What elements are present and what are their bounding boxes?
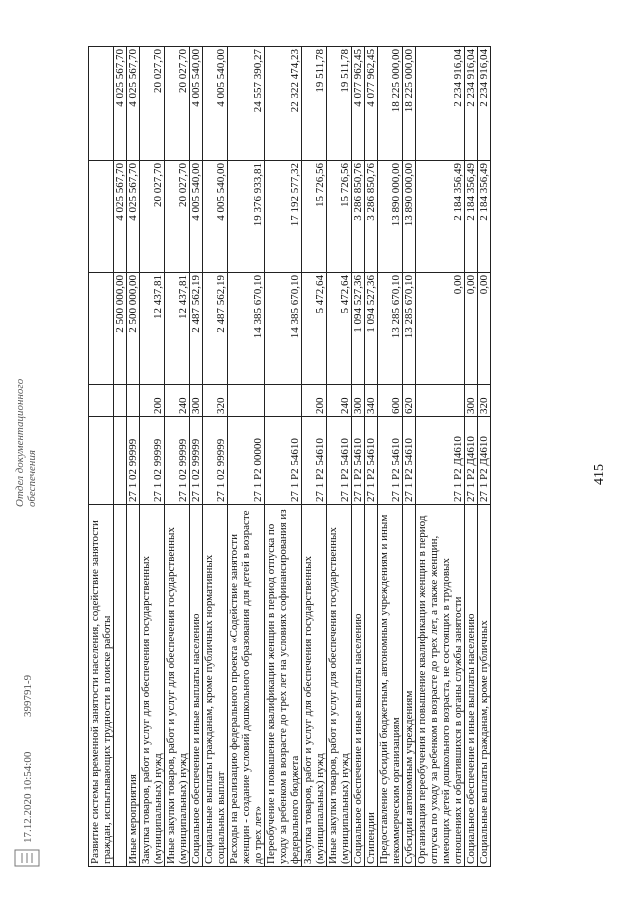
- table-row: [365, 47, 378, 867]
- row-value-2020-cell: 1 094 527,36: [352, 273, 365, 385]
- row-value-2022-cell: 18 225 000,00: [403, 47, 416, 161]
- row-vr-cell: [265, 385, 302, 417]
- row-code-cell: [89, 417, 114, 505]
- row-value-2021-cell: 15 726,56: [302, 161, 327, 273]
- row-value-2022-cell: 4 025 567,70: [114, 47, 127, 161]
- row-value-2022-cell: 4 005 540,00: [190, 47, 203, 161]
- row-value-2022-cell: 19 511,78: [327, 47, 352, 161]
- table-row: [352, 47, 365, 867]
- row-name-cell: Социальные выплаты гражданам, кроме публичных: [478, 505, 491, 867]
- table-row: [228, 47, 265, 867]
- document-stamp-icon: [14, 849, 40, 867]
- row-vr-cell: 200: [302, 385, 327, 417]
- row-value-2021-cell: 2 184 356,49: [465, 161, 478, 273]
- row-name-cell: Социальное обеспечение и иные выплаты населению: [190, 505, 203, 867]
- row-code-cell: [114, 417, 127, 505]
- row-vr-cell: 300: [352, 385, 365, 417]
- row-value-2021-cell: 20 027,70: [140, 161, 165, 273]
- budget-table: [88, 46, 491, 867]
- row-value-2022-cell: 4 005 540,00: [203, 47, 228, 161]
- footer-doc-id: 399791-9: [22, 674, 34, 717]
- row-vr-cell: [228, 385, 265, 417]
- row-vr-cell: 300: [465, 385, 478, 417]
- row-name-cell: Социальные выплаты гражданам, кроме публичных нормативных социальных выплат: [203, 505, 228, 867]
- row-name-cell: Социальное обеспечение и иные выплаты населению: [352, 505, 365, 867]
- row-value-2020-cell: [89, 273, 114, 385]
- row-value-2021-cell: 15 726,56: [327, 161, 352, 273]
- row-code-cell: 27 1 02 99999: [190, 417, 203, 505]
- table-row: [378, 47, 403, 867]
- row-name-cell: Социальное обеспечение и иные выплаты населению: [465, 505, 478, 867]
- row-value-2021-cell: 3 286 850,76: [365, 161, 378, 273]
- row-value-2020-cell: 2 487 562,19: [203, 273, 228, 385]
- row-vr-cell: 300: [190, 385, 203, 417]
- table-row: [327, 47, 352, 867]
- row-value-2022-cell: 2 234 916,04: [416, 47, 465, 161]
- row-code-cell: 27 1 P2 Д4610: [478, 417, 491, 505]
- row-value-2021-cell: 4 025 567,70: [127, 161, 140, 273]
- table-row: [165, 47, 190, 867]
- row-code-cell: 27 1 P2 54610: [365, 417, 378, 505]
- row-value-2020-cell: 2 487 562,19: [190, 273, 203, 385]
- row-code-cell: 27 1 P2 Д4610: [416, 417, 465, 505]
- row-vr-cell: 240: [165, 385, 190, 417]
- row-name-cell: Иные мероприятия: [127, 505, 140, 867]
- table-row: [265, 47, 302, 867]
- table-row: [140, 47, 165, 867]
- row-value-2020-cell: 5 472,64: [327, 273, 352, 385]
- row-code-cell: 27 1 P2 54610: [327, 417, 352, 505]
- row-value-2021-cell: 4 005 540,00: [203, 161, 228, 273]
- table-row: [478, 47, 491, 867]
- row-value-2020-cell: 14 385 670,10: [265, 273, 302, 385]
- row-code-cell: 27 1 P2 54610: [302, 417, 327, 505]
- row-value-2021-cell: 20 027,70: [165, 161, 190, 273]
- table-row: [203, 47, 228, 867]
- row-value-2021-cell: 13 890 000,00: [378, 161, 403, 273]
- row-value-2021-cell: [89, 161, 114, 273]
- row-name-cell: Переобучение и повышение квалификации женщин в период отпуска по уходу за ребенком в возрасте до трех лет на условиях софинансирования из федерального бюджета: [265, 505, 302, 867]
- row-code-cell: 27 1 P2 54610: [378, 417, 403, 505]
- row-name-cell: Закупка товаров, работ и услуг для обеспечения государственных (муниципальных) нужд: [302, 505, 327, 867]
- row-value-2022-cell: 2 234 916,04: [478, 47, 491, 161]
- row-vr-cell: 320: [478, 385, 491, 417]
- row-code-cell: 27 1 02 99999: [140, 417, 165, 505]
- row-code-cell: 27 1 02 99999: [165, 417, 190, 505]
- row-value-2020-cell: 0,00: [416, 273, 465, 385]
- row-value-2021-cell: 4 005 540,00: [190, 161, 203, 273]
- row-value-2022-cell: 19 511,78: [302, 47, 327, 161]
- table-row: [465, 47, 478, 867]
- row-code-cell: 27 1 P2 00000: [228, 417, 265, 505]
- row-value-2022-cell: 4 025 567,70: [127, 47, 140, 161]
- row-value-2022-cell: 18 225 000,00: [378, 47, 403, 161]
- row-name-cell: Субсидии автономным учреждениям: [403, 505, 416, 867]
- row-name-cell: Закупка товаров, работ и услуг для обеспечения государственных (муниципальных) нужд: [140, 505, 165, 867]
- footer-department: Отдел документационного обеспечения: [14, 378, 38, 507]
- row-value-2020-cell: 2 500 000,00: [127, 273, 140, 385]
- row-value-2021-cell: 13 890 000,00: [403, 161, 416, 273]
- table-row: [190, 47, 203, 867]
- row-value-2020-cell: 12 437,81: [140, 273, 165, 385]
- row-code-cell: 27 1 P2 54610: [352, 417, 365, 505]
- row-value-2020-cell: 13 285 670,10: [378, 273, 403, 385]
- row-value-2020-cell: 12 437,81: [165, 273, 190, 385]
- table-row: [89, 47, 114, 867]
- row-name-cell: [114, 505, 127, 867]
- row-name-cell: Стипендии: [365, 505, 378, 867]
- row-vr-cell: 600: [378, 385, 403, 417]
- row-value-2020-cell: 2 500 000,00: [114, 273, 127, 385]
- row-vr-cell: [114, 385, 127, 417]
- row-value-2022-cell: 24 557 390,27: [228, 47, 265, 161]
- row-value-2022-cell: 22 322 474,23: [265, 47, 302, 161]
- table-row: [127, 47, 140, 867]
- row-value-2022-cell: [89, 47, 114, 161]
- table-row: [403, 47, 416, 867]
- row-vr-cell: 620: [403, 385, 416, 417]
- row-value-2020-cell: 13 285 670,10: [403, 273, 416, 385]
- page-number: 415: [592, 464, 607, 485]
- row-vr-cell: 200: [140, 385, 165, 417]
- row-value-2021-cell: 19 376 933,81: [228, 161, 265, 273]
- row-vr-cell: [127, 385, 140, 417]
- row-code-cell: 27 1 P2 54610: [265, 417, 302, 505]
- row-value-2020-cell: 0,00: [478, 273, 491, 385]
- row-value-2021-cell: 17 192 577,32: [265, 161, 302, 273]
- row-value-2022-cell: 4 077 962,45: [365, 47, 378, 161]
- row-code-cell: 27 1 P2 54610: [403, 417, 416, 505]
- row-code-cell: 27 1 02 99999: [203, 417, 228, 505]
- row-name-cell: Иные закупки товаров, работ и услуг для обеспечения государственных (муниципальных) нужд: [327, 505, 352, 867]
- row-value-2022-cell: 4 077 962,45: [352, 47, 365, 161]
- row-vr-cell: [89, 385, 114, 417]
- row-code-cell: 27 1 P2 Д4610: [465, 417, 478, 505]
- row-name-cell: Предоставление субсидий бюджетным, автономным учреждениям и иным некоммерческим организациям: [378, 505, 403, 867]
- row-name-cell: Развитие системы временной занятости населения, содействие занятости граждан, испытывающих трудности в поиске работы: [89, 505, 114, 867]
- row-value-2020-cell: 0,00: [465, 273, 478, 385]
- row-vr-cell: 320: [203, 385, 228, 417]
- page-footer: [10, 47, 70, 867]
- row-value-2022-cell: 20 027,70: [165, 47, 190, 161]
- footer-datetime: 17.12.2020 10:54:00: [22, 751, 34, 843]
- row-name-cell: Организация переобучения и повышение квалификации женщин в период отпуска по уходу за ребенком в возрасте до трех лет, а также женщин, имеющих детей дошкольного возраста, не состоящих в трудовых отношениях и обратившихся в органы службы занятости: [416, 505, 465, 867]
- row-value-2020-cell: 5 472,64: [302, 273, 327, 385]
- row-value-2020-cell: 1 094 527,36: [365, 273, 378, 385]
- row-value-2021-cell: 3 286 850,76: [352, 161, 365, 273]
- table-row: [302, 47, 327, 867]
- row-value-2020-cell: 14 385 670,10: [228, 273, 265, 385]
- row-vr-cell: 340: [365, 385, 378, 417]
- table-row: [114, 47, 127, 867]
- row-name-cell: Расходы на реализацию федерального проекта «Содействие занятости женщин - создание условий дошкольного образования для детей в возрасте до трех лет»: [228, 505, 265, 867]
- row-value-2021-cell: 2 184 356,49: [478, 161, 491, 273]
- row-vr-cell: [416, 385, 465, 417]
- row-value-2021-cell: 4 025 567,70: [114, 161, 127, 273]
- row-vr-cell: 240: [327, 385, 352, 417]
- row-value-2022-cell: 2 234 916,04: [465, 47, 478, 161]
- row-code-cell: 27 1 02 99999: [127, 417, 140, 505]
- row-name-cell: Иные закупки товаров, работ и услуг для обеспечения государственных (муниципальных) нужд: [165, 505, 190, 867]
- row-value-2021-cell: 2 184 356,49: [416, 161, 465, 273]
- table-row: [416, 47, 465, 867]
- row-value-2022-cell: 20 027,70: [140, 47, 165, 161]
